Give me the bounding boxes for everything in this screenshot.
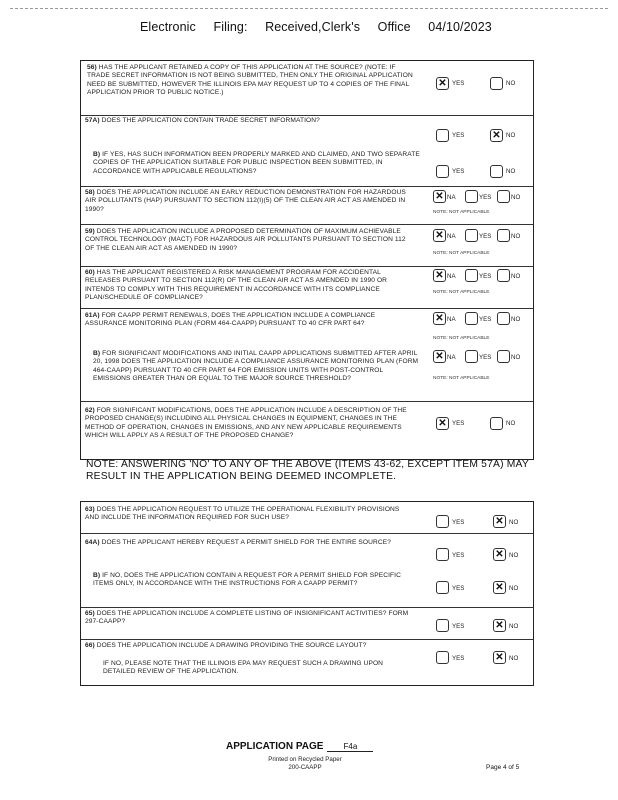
q61b-no-label: NO bbox=[511, 354, 521, 361]
form-number: 200-CAAPP bbox=[288, 764, 322, 771]
q61a-yes-label: YES bbox=[479, 316, 492, 323]
q63-yes-checkbox[interactable] bbox=[436, 515, 449, 528]
q61a-no-label: NO bbox=[511, 316, 521, 323]
q56-yes-checkbox[interactable] bbox=[436, 77, 449, 90]
question-66: 66) DOES THE APPLICATION INCLUDE A DRAWING PROVIDING THE SOURCE LAYOUT? bbox=[85, 642, 367, 649]
q60-no-checkbox[interactable] bbox=[497, 269, 510, 282]
q61a-note: NOTE: NOT APPLICABLE bbox=[433, 336, 490, 341]
question-64a: 64A) DOES THE APPLICANT HEREBY REQUEST A PERMIT SHIELD FOR THE ENTIRE SOURCE? bbox=[85, 539, 391, 546]
question-61b: B) FOR SIGNIFICANT MODIFICATIONS AND INITIAL CAAPP APPLICATIONS SUBMITTED AFTER APRIL 20, 1998 DOES THE APPLICATION INCLUDE A COMPLIANCE ASSURANCE MONITORING PLAN (FORM 464-CAAPP) PURSUANT TO 40 CFR PART 64 FOR EMISSION UNITS WITH POST-CONTROL EMISSIONS GREATER THAN OR EQUAL TO THE MAJOR SOURCE THRESHOLD? bbox=[93, 350, 419, 383]
q62-no-label: NO bbox=[506, 420, 516, 427]
header-office: Office bbox=[377, 20, 411, 34]
q57b-no-checkbox[interactable] bbox=[490, 165, 503, 178]
top-dashed-rule bbox=[10, 8, 608, 9]
question-56: 56) HAS THE APPLICANT RETAINED A COPY OF THIS APPLICATION AT THE SOURCE? (NOTE: IF TRADE SECRET INFORMATION IS NOT BEING SUBMITTED, THEN ONLY THE ORIGINAL APPLICATION NEED BE SUBMITTED, HOWEVER THE ILLINOIS EPA MAY REQUEST UP TO 4 COPIES OF THE FINAL APPLICATION PRIOR TO PUBLIC NOTICE.) bbox=[87, 64, 413, 97]
q62-yes-label: YES bbox=[452, 420, 465, 427]
question-66-row bbox=[81, 639, 533, 685]
q65-yes-label: YES bbox=[452, 623, 465, 630]
question-60-row bbox=[81, 266, 533, 309]
q64b-no-label: NO bbox=[509, 585, 519, 592]
header-date: 04/10/2023 bbox=[428, 20, 492, 34]
q66-yes-label: YES bbox=[452, 655, 465, 662]
q57a-yes-label: YES bbox=[452, 132, 465, 139]
q61a-yes-checkbox[interactable] bbox=[465, 312, 478, 325]
checklist-section-2 bbox=[80, 501, 534, 686]
q59-no-label: NO bbox=[511, 233, 521, 240]
question-57a-row bbox=[81, 115, 533, 140]
electronic-filing-header bbox=[140, 20, 506, 34]
question-59: 59) DOES THE APPLICATION INCLUDE A PROPOSED DETERMINATION OF MAXIMUM ACHIEVABLE CONTROL TECHNOLOGY (MACT) FOR HAZARDOUS AIR POLLUTANTS PURSUANT TO SECTION 112 OF THE CLEAN AIR ACT AS AMENDED IN 1990? bbox=[85, 228, 406, 252]
question-57b: B) IF YES, HAS SUCH INFORMATION BEEN PROPERLY MARKED AND CLAIMED, AND TWO SEPARATE COPIES OF THE APPLICATION SUITABLE FOR PUBLIC INSPECTION BEEN SUBMITTED, IN ACCORDANCE WITH APPLICABLE REGULATIONS? bbox=[93, 151, 420, 175]
q58-na-checkbox[interactable] bbox=[433, 190, 446, 203]
q63-no-label: NO bbox=[509, 519, 519, 526]
q58-yes-checkbox[interactable] bbox=[465, 190, 478, 203]
q63-yes-label: YES bbox=[452, 519, 465, 526]
header-electronic: Electronic bbox=[140, 20, 196, 34]
q64b-yes-checkbox[interactable] bbox=[436, 581, 449, 594]
q61b-note: NOTE: NOT APPLICABLE bbox=[433, 376, 490, 381]
q56-no-checkbox[interactable] bbox=[490, 77, 503, 90]
page-of-indicator: Page 4 of 5 bbox=[486, 764, 520, 771]
checklist-section-1 bbox=[80, 60, 534, 460]
question-61a-row bbox=[81, 308, 533, 346]
q64b-yes-label: YES bbox=[452, 585, 465, 592]
q57a-no-label: NO bbox=[506, 132, 516, 139]
q65-yes-checkbox[interactable] bbox=[436, 619, 449, 632]
question-66-followup: IF NO, PLEASE NOTE THAT THE ILLINOIS EPA MAY REQUEST SUCH A DRAWING UPON DETAILED REVIEW OF THE APPLICATION. bbox=[103, 660, 384, 676]
printed-recycled-note: Printed on Recycled Paper bbox=[268, 756, 342, 763]
question-62: 62) FOR SIGNIFICANT MODIFICATIONS, DOES THE APPLICATION INCLUDE A DESCRIPTION OF THE PROPOSED CHANGE(S) INCLUDING ALL PHYSICAL CHANGES IN EQUIPMENT, CHANGES IN THE METHOD OF OPERATION, CHANGES IN EMISSIONS, AND ANY NEW APPLICABLE REQUIREMENTS WHICH WILL APPLY AS A RESULT OF THE PROPOSED CHANGE? bbox=[85, 407, 407, 440]
q61b-na-checkbox[interactable] bbox=[433, 350, 446, 363]
q59-no-checkbox[interactable] bbox=[497, 229, 510, 242]
question-65: 65) DOES THE APPLICATION INCLUDE A COMPLETE LISTING OF INSIGNIFICANT ACTIVITIES? FORM 297-CAAPP? bbox=[85, 610, 409, 626]
q58-no-label: NO bbox=[511, 194, 521, 201]
q60-na-checkbox[interactable] bbox=[433, 269, 446, 282]
q66-no-label: NO bbox=[509, 655, 519, 662]
q64a-yes-checkbox[interactable] bbox=[436, 548, 449, 561]
question-62-row bbox=[81, 401, 533, 458]
q59-note: NOTE: NOT APPLICABLE bbox=[433, 251, 490, 256]
q57b-no-label: NO bbox=[506, 168, 516, 175]
q65-no-checkbox[interactable] bbox=[493, 619, 506, 632]
q59-yes-checkbox[interactable] bbox=[465, 229, 478, 242]
question-58-row bbox=[81, 186, 533, 225]
question-59-row bbox=[81, 224, 533, 267]
q60-na-label: NA bbox=[447, 273, 456, 280]
q60-yes-checkbox[interactable] bbox=[465, 269, 478, 282]
q56-yes-label: YES bbox=[452, 80, 465, 87]
q64a-no-label: NO bbox=[509, 552, 519, 559]
question-57b-row bbox=[81, 140, 533, 187]
q60-yes-label: YES bbox=[479, 273, 492, 280]
q61a-na-checkbox[interactable] bbox=[433, 312, 446, 325]
question-58: 58) DOES THE APPLICATION INCLUDE AN EARLY REDUCTION DEMONSTRATION FOR HAZARDOUS AIR POLLUTANTS (HAP) PURSUANT TO SECTION 112(I)(5) OF THE CLEAN AIR ACT AS AMENDED IN 1990? bbox=[85, 189, 406, 213]
question-61a: 61A) FOR CAAPP PERMIT RENEWALS, DOES THE APPLICATION INCLUDE A COMPLIANCE ASSURANCE MONITORING PLAN (FORM 464-CAAPP) PURSUANT TO 40 CFR PART 64? bbox=[85, 312, 376, 328]
q56-no-label: NO bbox=[506, 80, 516, 87]
question-64a-row bbox=[81, 533, 533, 567]
question-64b-row bbox=[81, 567, 533, 608]
q64a-yes-label: YES bbox=[452, 552, 465, 559]
q62-no-checkbox[interactable] bbox=[490, 417, 503, 430]
q57b-yes-label: YES bbox=[452, 168, 465, 175]
question-61b-row bbox=[81, 346, 533, 402]
q61a-na-label: NA bbox=[447, 316, 456, 323]
q58-yes-label: YES bbox=[479, 194, 492, 201]
q64b-no-checkbox[interactable] bbox=[493, 581, 506, 594]
q58-na-label: NA bbox=[447, 194, 456, 201]
header-received: Received,Clerk's bbox=[265, 20, 361, 34]
q61a-no-checkbox[interactable] bbox=[497, 312, 510, 325]
q58-no-checkbox[interactable] bbox=[497, 190, 510, 203]
q61b-yes-checkbox[interactable] bbox=[465, 350, 478, 363]
q61b-yes-label: YES bbox=[479, 354, 492, 361]
q59-na-checkbox[interactable] bbox=[433, 229, 446, 242]
question-63-row bbox=[81, 502, 533, 534]
application-page-title: APPLICATION PAGE F4a bbox=[226, 741, 373, 752]
question-60: 60) HAS THE APPLICANT REGISTERED A RISK MANAGEMENT PROGRAM FOR ACCIDENTAL RELEASES PURSUANT TO SECTION 112(R) OF THE CLEAN AIR ACT AS AMENDED IN 1990 OR INTENDS TO COMPLY WITH THIS REQUIREMENT IN ACCORDANCE WITH ITS COMPLIANCE PLAN/SCHEDULE OF COMPLIANCE? bbox=[85, 269, 388, 302]
question-57a: 57A) DOES THE APPLICATION CONTAIN TRADE SECRET INFORMATION? bbox=[85, 117, 320, 124]
header-filing: Filing: bbox=[213, 20, 248, 34]
q60-no-label: NO bbox=[511, 273, 521, 280]
q66-no-checkbox[interactable] bbox=[493, 651, 506, 664]
q61b-no-checkbox[interactable] bbox=[497, 350, 510, 363]
q60-note: NOTE: NOT APPLICABLE bbox=[433, 290, 490, 295]
q65-no-label: NO bbox=[509, 623, 519, 630]
q63-no-checkbox[interactable] bbox=[493, 515, 506, 528]
question-64b: B) IF NO, DOES THE APPLICATION CONTAIN A REQUEST FOR A PERMIT SHIELD FOR SPECIFIC ITEMS ONLY, IN ACCORDANCE WITH THE INSTRUCTIONS FOR A CAAPP PERMIT? bbox=[93, 572, 401, 588]
question-65-row bbox=[81, 607, 533, 640]
q57b-yes-checkbox[interactable] bbox=[436, 165, 449, 178]
q58-note: NOTE: NOT APPLICABLE bbox=[433, 210, 490, 215]
question-56-row bbox=[81, 61, 533, 116]
application-page-number: F4a bbox=[327, 742, 373, 752]
q59-na-label: NA bbox=[447, 233, 456, 240]
q62-yes-checkbox[interactable] bbox=[436, 417, 449, 430]
q66-yes-checkbox[interactable] bbox=[436, 651, 449, 664]
incomplete-warning-note: NOTE: ANSWERING 'NO' TO ANY OF THE ABOVE (ITEMS 43-62, EXCEPT ITEM 57A) MAY RESULT IN THE APPLICATION BEING DEEMED INCOMPLETE. bbox=[86, 459, 529, 482]
q64a-no-checkbox[interactable] bbox=[493, 548, 506, 561]
q61b-na-label: NA bbox=[447, 354, 456, 361]
q59-yes-label: YES bbox=[479, 233, 492, 240]
question-63: 63) DOES THE APPLICATION REQUEST TO UTILIZE THE OPERATIONAL FLEXIBILITY PROVISIONS AND INCLUDE THE INFORMATION REQUIRED FOR SUCH USE? bbox=[85, 506, 400, 522]
